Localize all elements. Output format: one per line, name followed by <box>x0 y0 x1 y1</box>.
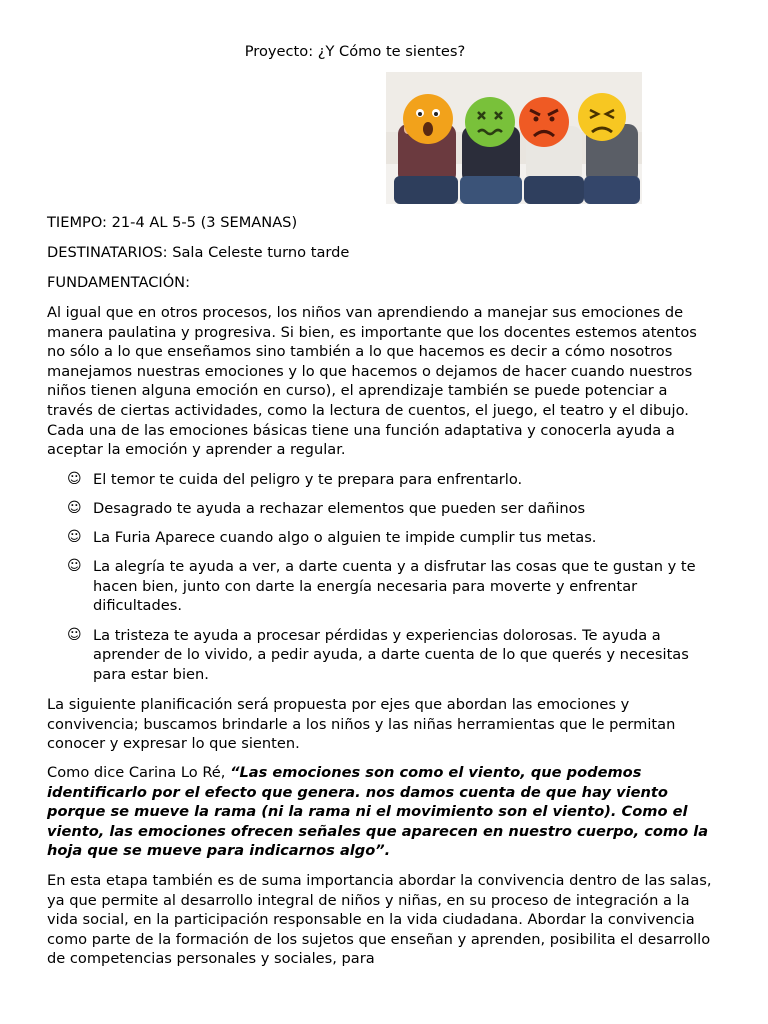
bullet-text: Desagrado te ayuda a rechazar elementos que pueden ser dañinos <box>93 500 586 518</box>
bullet-text: La tristeza te ayuda a procesar pérdidas y experiencias dolorosas. Te ayuda a aprender de lo vivido, a pedir ayuda, a darte cuenta de lo que querés y necesitas para estar bien. <box>93 626 689 683</box>
smile-icon: ☺ <box>67 626 82 643</box>
paragraph-planificacion: La siguiente planificación será propuesta por ejes que abordan las emociones y convivencia; buscamos brindarle a los niños y las niñas herramientas que le permitan conocer y expresar lo que sienten. <box>47 696 676 753</box>
fundamentacion-heading: FUNDAMENTACIÓN: <box>47 274 191 291</box>
smile-icon: ☺ <box>67 529 82 546</box>
smile-icon: ☺ <box>67 471 82 487</box>
smile-icon: ☺ <box>67 558 82 575</box>
sad-emoji <box>578 93 626 141</box>
bullet-text: La alegría te ayuda a ver, a darte cuenta y a disfrutar las cosas que te gustan y te hacen bien, junto con darte la energía necesaria para moverte y enfrentar dificultades. <box>93 558 696 615</box>
emotions-list <box>47 470 717 694</box>
quote-text: “Las emociones son como el viento, que podemos identificarlo por el efecto que genera. nos damos cuenta de que hay viento porque se mueve la rama (ni la rama ni el movimiento son el viento). Como el viento, las emociones ofrecen señales que aparecen en nuestro cuerpo, como la hoja que se mueve para indicarnos algo”. <box>47 764 709 860</box>
list-item <box>47 557 717 616</box>
fear-emoji-mouth <box>423 122 433 136</box>
paragraph-intro: Al igual que en otros procesos, los niños van aprendiendo a manejar sus emociones de manera paulatina y progresiva. Si bien, es importante que los docentes estemos atentos no sólo a lo que enseñamos sino también a lo que hacemos es decir a cómo nosotros manejamos nuestras emociones y lo que hacemos o dejamos de hacer cuando nuestros niños tienen alguna emoción en curso), el aprendizaje también se puede potenciar a través de ciertas actividades, como la lectura de cuentos, el juego, el teatro y el dibujo. Cada una de las emociones básicas tiene una función adaptativa y conocerla ayuda a aceptar la emoción y aprender a regular. <box>47 304 697 459</box>
list-item <box>47 528 717 548</box>
paragraph-convivencia: En esta etapa también es de suma importancia abordar la convivencia dentro de las salas, ya que permite al desarrollo integral de niños y niñas, en su proceso de integración a la vida social, en la participación responsable en la vida ciudadana. Abordar la convivencia como parte de la formación de los sujetos que enseñan y aprenden, posibilita el desarrollo de competencias personales y sociales, para <box>47 872 712 968</box>
list-item <box>47 499 717 519</box>
person-2 <box>460 97 522 204</box>
person-3-jeans <box>524 176 584 204</box>
bullet-text: El temor te cuida del peligro y te prepara para enfrentarlo. <box>93 471 523 488</box>
smile-icon: ☺ <box>67 500 82 517</box>
list-item <box>47 626 717 685</box>
anger-emoji <box>519 97 569 147</box>
paragraph-quote <box>47 763 717 861</box>
disgust-emoji <box>465 97 515 147</box>
person-1-jeans <box>394 176 458 204</box>
fear-emoji <box>403 94 453 144</box>
person-4-jeans <box>584 176 640 204</box>
list-item <box>47 470 717 490</box>
bullet-text: La Furia Aparece cuando algo o alguien te impide cumplir tus metas. <box>93 529 597 547</box>
emotions-photo <box>386 72 642 204</box>
person-2-jeans <box>460 176 522 204</box>
quote-intro: Como dice Carina Lo Ré, <box>47 764 231 781</box>
tiempo-line: TIEMPO: 21-4 AL 5-5 (3 SEMANAS) <box>47 214 298 231</box>
destinatarios-line: DESTINATARIOS: Sala Celeste turno tarde <box>47 244 350 261</box>
page-title: Proyecto: ¿Y Cómo te sientes? <box>244 43 466 60</box>
